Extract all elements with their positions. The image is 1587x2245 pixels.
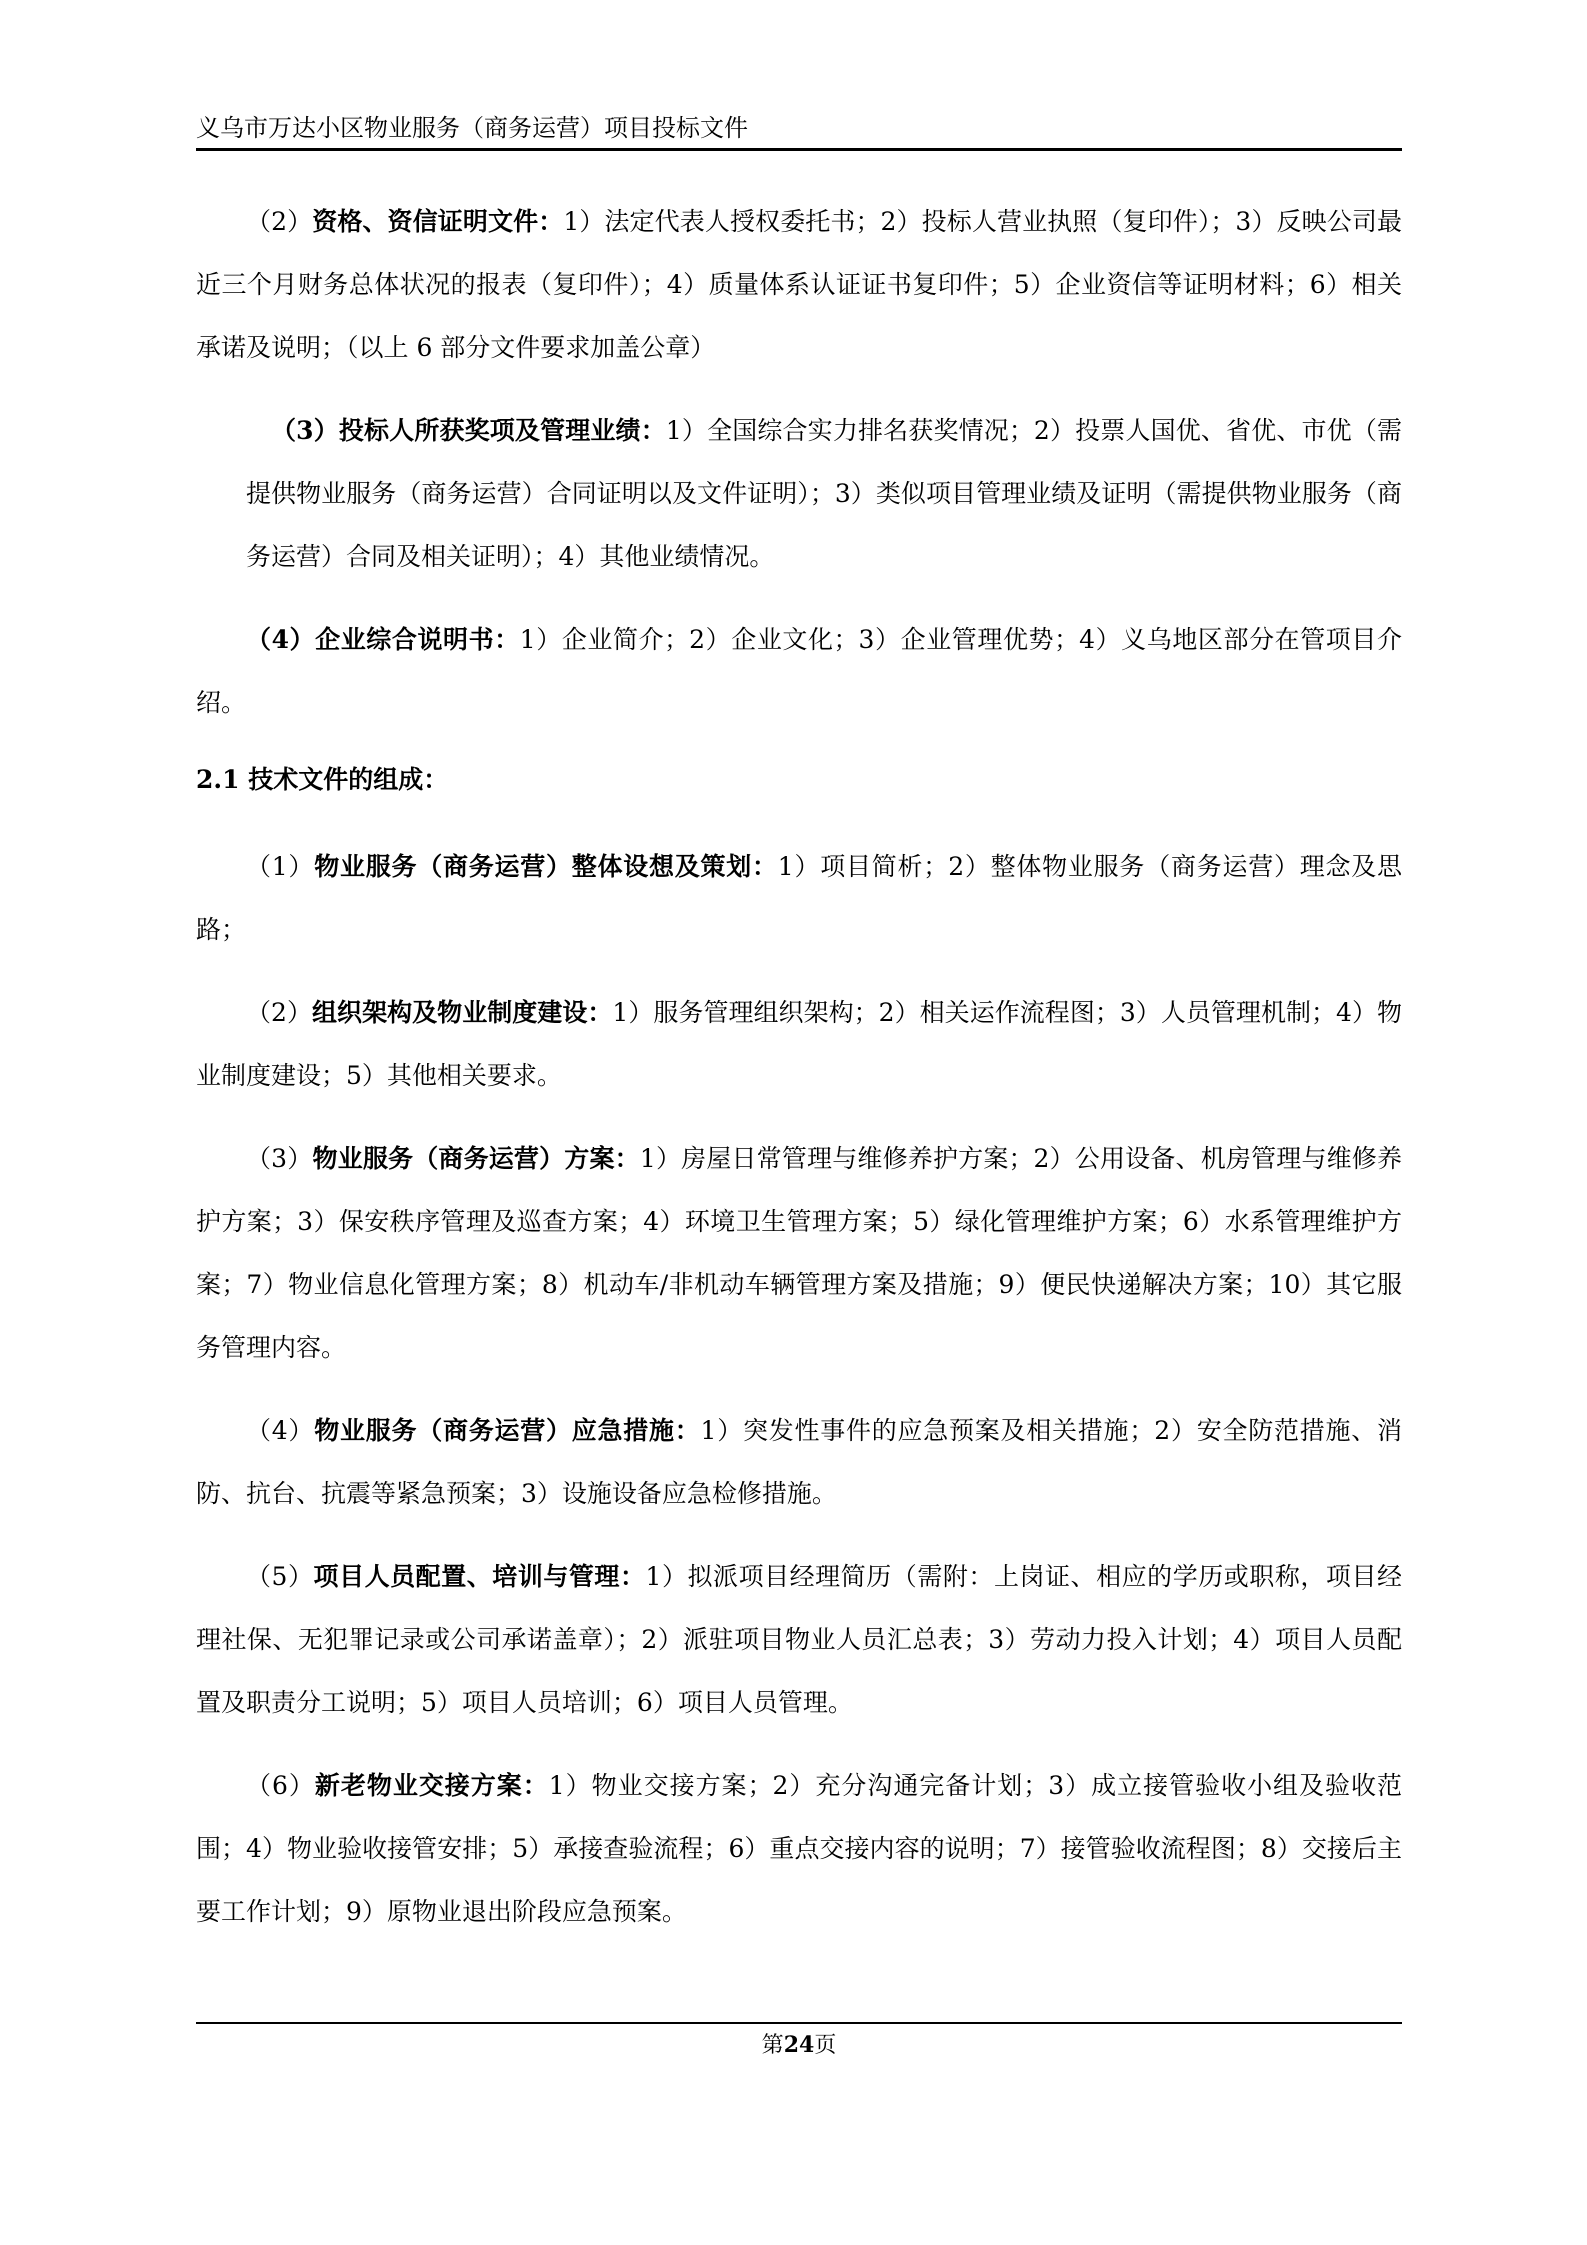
paragraph-qualification bbox=[196, 190, 1402, 379]
paragraph-staffing bbox=[196, 1545, 1402, 1734]
paragraph-organization bbox=[196, 981, 1402, 1107]
page-number: 24 bbox=[783, 2032, 815, 2058]
footer-divider bbox=[196, 2022, 1402, 2024]
item-text: 1）项目简析；2）整体物业服务（商务运营）理念及思路； bbox=[196, 852, 1402, 944]
item-text: 1）物业交接方案；2）充分沟通完备计划；3）成立接管验收小组及验收范围；4）物业验收接管安排；5）承接查验流程；6）重点交接内容的说明；7）接管验收流程图；8）交接后主要工作计划；9）原物业退出阶段应急预案。 bbox=[196, 1771, 1402, 1926]
item-number: （2） bbox=[246, 207, 313, 236]
item-number: （4） bbox=[246, 625, 316, 654]
item-label: 企业综合说明书： bbox=[315, 625, 520, 654]
item-number: （3） bbox=[246, 1144, 313, 1173]
item-text: 1）拟派项目经理简历（需附：上岗证、相应的学历或职称，项目经理社保、无犯罪记录或公司承诺盖章）；2）派驻项目物业人员汇总表；3）劳动力投入计划；4）项目人员配置及职责分工说明；5）项目人员培训；6）项目人员管理。 bbox=[196, 1562, 1402, 1717]
item-label: 物业服务（商务运营）整体设想及策划： bbox=[314, 852, 778, 881]
page-content bbox=[196, 190, 1402, 1943]
document-header bbox=[196, 108, 1402, 151]
paragraph-overall-plan bbox=[196, 835, 1402, 961]
paragraph-emergency bbox=[196, 1399, 1402, 1525]
page-suffix: 页 bbox=[814, 2033, 837, 2058]
item-label: 物业服务（商务运营）应急措施： bbox=[314, 1416, 701, 1445]
item-text: 1）企业简介；2）企业文化；3）企业管理优势；4）义乌地区部分在管项目介绍。 bbox=[196, 625, 1402, 717]
paragraph-awards bbox=[196, 399, 1402, 588]
item-text: 1）服务管理组织架构；2）相关运作流程图；3）人员管理机制；4）物业制度建设；5）其他相关要求。 bbox=[196, 998, 1402, 1090]
page-prefix: 第 bbox=[761, 2033, 784, 2058]
section-title: 2.1 技术文件的组成： bbox=[196, 765, 449, 794]
item-label: 新老物业交接方案： bbox=[314, 1771, 549, 1800]
item-label: 资格、资信证明文件： bbox=[312, 207, 564, 236]
item-text: 1）法定代表人授权委托书；2）投标人营业执照（复印件）；3）反映公司最近三个月财务总体状况的报表（复印件）；4）质量体系认证证书复印件；5）企业资信等证明材料；6）相关承诺及说明；（以上 6 部分文件要求加盖公章） bbox=[196, 207, 1402, 362]
item-number: （3） bbox=[271, 416, 339, 445]
item-label: 项目人员配置、培训与管理： bbox=[313, 1562, 646, 1591]
item-number: （5） bbox=[246, 1562, 314, 1591]
item-text: 1）房屋日常管理与维修养护方案；2）公用设备、机房管理与维修养护方案；3）保安秩序管理及巡查方案；4）环境卫生管理方案；5）绿化管理维护方案；6）水系管理维护方案；7）物业信息化管理方案；8）机动车/非机动车辆管理方案及措施；9）便民快递解决方案；10）其它服务管理内容。 bbox=[196, 1144, 1402, 1362]
paragraph-service-plan bbox=[196, 1127, 1402, 1379]
item-number: （6） bbox=[246, 1771, 315, 1800]
item-number: （2） bbox=[246, 998, 313, 1027]
paragraph-handover bbox=[196, 1754, 1402, 1943]
item-text: 1）突发性事件的应急预案及相关措施；2）安全防范措施、消防、抗台、抗震等紧急预案；3）设施设备应急检修措施。 bbox=[196, 1416, 1402, 1508]
item-number: （1） bbox=[246, 852, 315, 881]
item-number: （4） bbox=[246, 1416, 315, 1445]
header-title: 义乌市万达小区物业服务（商务运营）项目投标文件 bbox=[196, 114, 748, 142]
item-text: 1）全国综合实力排名获奖情况；2）投票人国优、省优、市优（需提供物业服务（商务运营）合同证明以及文件证明）；3）类似项目管理业绩及证明（需提供物业服务（商务运营）合同及相关证明）；4）其他业绩情况。 bbox=[246, 416, 1402, 571]
item-label: 组织架构及物业制度建设： bbox=[312, 998, 613, 1027]
item-label: 投标人所获奖项及管理业绩： bbox=[338, 416, 666, 445]
page-footer bbox=[196, 2028, 1402, 2063]
item-label: 物业服务（商务运营）方案： bbox=[312, 1144, 640, 1173]
paragraph-company-overview bbox=[196, 608, 1402, 734]
